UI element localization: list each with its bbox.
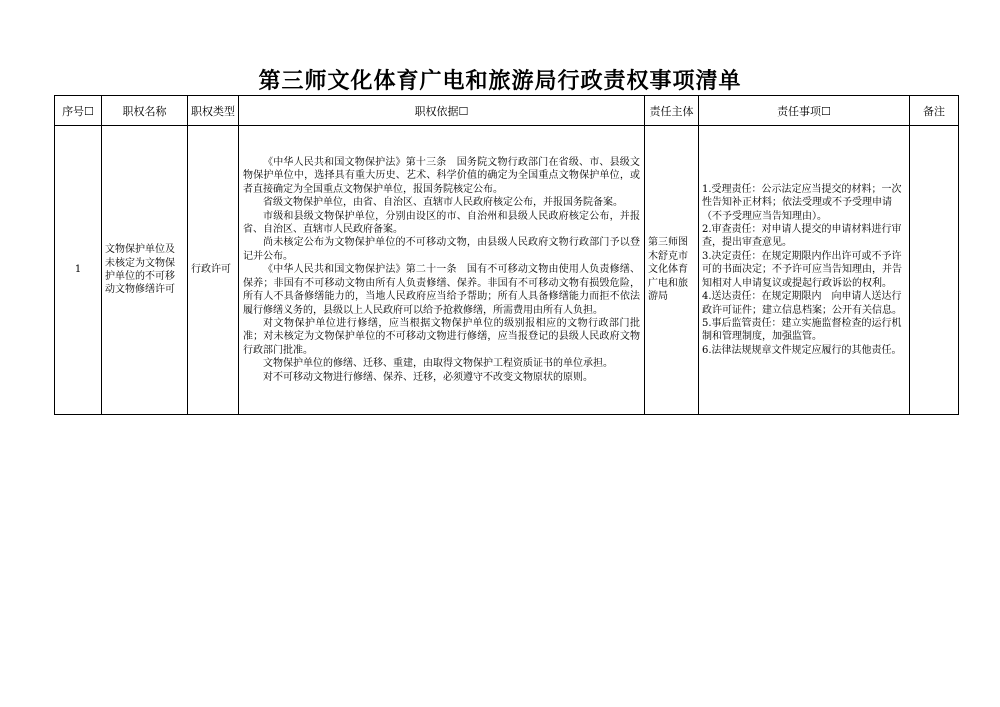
header-row [55,96,959,126]
authority-basis [239,154,644,386]
basis-paragraph: 文物保护单位的修缮、迁移、重建，由取得文物保护工程资质证书的单位承担。 [263,358,613,370]
cell-subject [645,126,699,415]
cell-name [102,126,188,415]
basis-paragraph: 尚未核定公布为文物保护单位的不可移动文物，由县级人民政府文物行政部门予以登记并公布。 [243,237,640,262]
cell-duties [699,126,910,415]
header-name: 职权名称 [102,96,188,126]
duty-item: 5.事后监管责任：建立实施监督检查的运行机制和管理制度，加强监管。 [702,317,902,343]
header-basis: 职权依据☐ [239,96,645,126]
responsibility-table [54,95,959,415]
duty-item: 3.决定责任：在规定期限内作出许可或不予许可的书面决定；不予许可应当告知理由，并告知相对人申请复议或提起行政诉讼的权利。 [702,250,902,289]
header-duties: 责任事项☐ [699,96,910,126]
basis-paragraph: 对不可移动文物进行修缮、保养、迁移，必须遵守不改变文物原状的原则。 [263,371,593,383]
responsibility-items [699,183,909,357]
duty-item: 1.受理责任：公示法定应当提交的材料；一次性告知补正材料；依法受理或不予受理申请（不予受理应当告知理由）。 [702,183,902,222]
cell-remark [910,126,959,415]
cell-no: 1 [55,126,102,415]
duty-item: 4.送达责任：在规定期限内 向申请人送达行政许可证件；建立信息档案；公开有关信息。 [702,291,902,316]
basis-paragraph: 省级文物保护单位，由省、自治区、直辖市人民政府核定公布，并报国务院备案。 [263,197,623,209]
basis-paragraph: 《中华人民共和国文物保护法》第十三条 国务院文物行政部门在省级、市、县级文物保护单位中，选择具有重大历史、艺术、科学价值的确定为全国重点文物保护单位，或者直接确定为全国重点文物保护单位，报国务院核定公布。 [243,157,640,195]
page-title: 第三师文化体育广电和旅游局行政责权事项清单 [258,69,742,94]
header-remark: 备注 [910,96,959,126]
cell-type [188,126,239,415]
cell-basis [239,126,645,415]
header-no: 序号☐ [55,96,102,126]
authority-name: 文物保护单位及未核定为文物保护单位的不可移动文物修缮许可 [105,244,175,296]
authority-type: 行政许可 [191,264,231,276]
basis-paragraph: 市级和县级文物保护单位，分别由设区的市、自治州和县级人民政府核定公布，并报省、自治区、直辖市人民政府备案。 [243,210,640,236]
table-row [55,126,959,415]
basis-paragraph: 《中华人民共和国文物保护法》第二十一条 国有不可移动文物由使用人负责修缮、保养；非国有不可移动文物由所有人负责修缮、保养。非国有不可移动文物有损毁危险，所有人不具备修缮能力的，当地人民政府应当给予帮助；所有人具备修缮能力而拒不依法履行修缮义务的，县级以上人民政府可以给予抢救修缮，所需费用由所有人负担。 [243,264,640,316]
duty-item: 2.审查责任：对申请人提交的申请材料进行审查，提出审查意见。 [702,224,902,249]
responsible-subject: 第三师图木舒克市文化体育广电和旅游局 [648,237,688,303]
duty-item: 6.法律法规规章文件规定应履行的其他责任。 [702,344,902,356]
basis-paragraph: 对文物保护单位进行修缮，应当根据文物保护单位的级别报相应的文物行政部门批准；对未核定为文物保护单位的不可移动文物进行修缮，应当报登记的县级人民政府文物行政部门批准。 [243,317,640,356]
header-type: 职权类型 [188,96,239,126]
header-subject: 责任主体 [645,96,699,126]
